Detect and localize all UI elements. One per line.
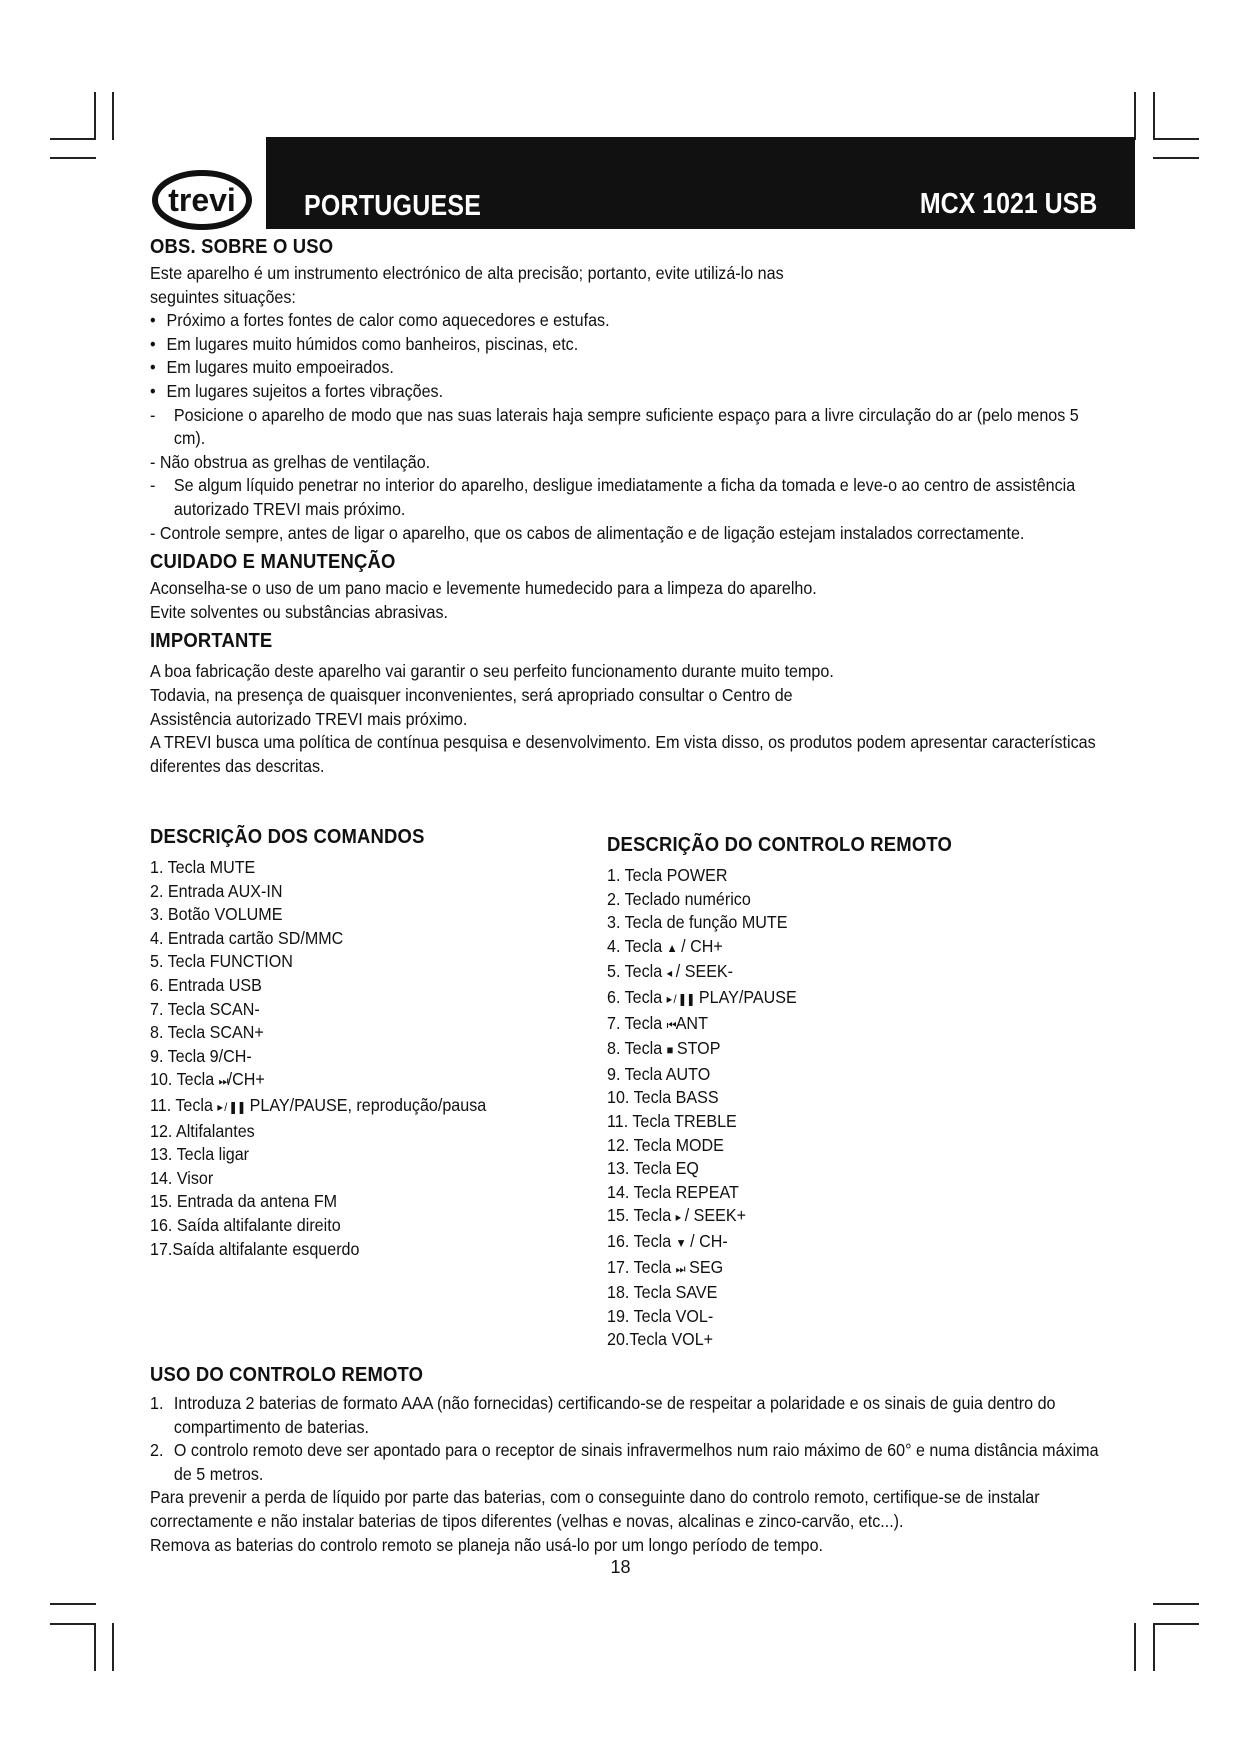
section-title-obs: OBS. SOBRE O USO — [150, 235, 334, 258]
list-item: 12. Altifalantes — [150, 1120, 255, 1141]
list-item: 4. Tecla ▲ / CH+ — [607, 935, 723, 956]
list-item: - Não obstrua as grelhas de ventilação. — [150, 451, 431, 472]
paragraph: Evite solventes ou substâncias abrasivas. — [150, 601, 449, 622]
crop-mark — [94, 1623, 96, 1671]
list-item: 19. Tecla VOL- — [607, 1305, 714, 1326]
list-item: 11. Tecla TREBLE — [607, 1110, 737, 1131]
crop-mark — [94, 92, 96, 140]
obs-intro: Este aparelho é um instrumento electrónico de alta precisão; portanto, evite utilizá-lo nas — [150, 263, 784, 283]
list-item: 2. Teclado numérico — [607, 888, 751, 909]
list-item: 13. Tecla ligar — [150, 1144, 250, 1165]
list-item: 6. Tecla ▸ / ❚❚ PLAY/PAUSE — [607, 986, 797, 1007]
list-item: 15. Entrada da antena FM — [150, 1191, 338, 1212]
list-item: 1. Tecla MUTE — [150, 857, 256, 877]
crop-mark — [112, 1623, 114, 1671]
logo-text: trevi — [168, 182, 236, 218]
list-item: 5. Tecla FUNCTION — [150, 951, 293, 972]
paragraph: A boa fabricação deste aparelho vai garantir o seu perfeito funcionamento durante muito tempo. — [150, 661, 834, 682]
list-item: 10. Tecla BASS — [607, 1087, 719, 1108]
list-item: - Controle sempre, antes de ligar o aparelho, que os cabos de alimentação e de ligação estejam instalados correctamente. — [150, 522, 1025, 543]
section-title-remote: DESCRIÇÃO DO CONTROLO REMOTO — [607, 833, 953, 856]
crop-mark — [1153, 1623, 1155, 1671]
list-item: 7. Tecla SCAN- — [150, 998, 260, 1019]
page-number: 18 — [610, 1557, 631, 1577]
list-item: 16. Tecla ▼ / CH- — [607, 1230, 728, 1251]
list-item: 3. Tecla de função MUTE — [607, 912, 788, 933]
list-item: 9. Tecla 9/CH- — [150, 1045, 252, 1066]
list-item: - Posicione o aparelho de modo que nas suas laterais haja sempre suficiente espaço para a livre circulação do ar (pelo menos 5 cm). — [150, 404, 1079, 449]
list-item: 7. Tecla ⏮ANT — [607, 1012, 708, 1033]
next-track-icon: ⏭ — [675, 1261, 685, 1276]
crop-mark — [50, 138, 96, 140]
list-item: 2. O controlo remoto deve ser apontado para o receptor de sinais infravermelhos num raio máximo de 60° e numa distância máxima de 5 metros. — [150, 1440, 1099, 1484]
paragraph: Aconselha-se o uso de um pano macio e levemente humedecido para a limpeza do aparelho. — [150, 578, 817, 599]
list-item: 3. Botão VOLUME — [150, 904, 283, 925]
list-item: 11. Tecla ▸ / ❚❚ PLAY/PAUSE, reprodução/pausa — [150, 1094, 487, 1115]
paragraph: Todavia, na presença de quaisquer inconvenientes, será apropriado consultar o Centro de — [150, 684, 793, 705]
crop-mark — [50, 157, 96, 159]
list-item: 8. Tecla SCAN+ — [150, 1022, 264, 1043]
crop-mark — [1134, 1623, 1136, 1671]
section-title-usage: USO DO CONTROLO REMOTO — [150, 1363, 424, 1386]
crop-mark — [50, 1603, 96, 1605]
crop-mark — [1153, 157, 1199, 159]
list-item: 20.Tecla VOL+ — [607, 1329, 714, 1350]
list-item: 1. Introduza 2 baterias de formato AAA (não fornecidas) certificando-se de respeitar a polaridade e os sinais de guia dentro do compartimento de baterias. — [150, 1393, 1056, 1437]
crop-mark — [112, 92, 114, 140]
crop-mark — [50, 1623, 96, 1625]
play-pause-icon: ▸ / ❚❚ — [217, 1099, 246, 1114]
list-item: • Próximo a fortes fontes de calor como aquecedores e estufas. — [150, 310, 610, 331]
commands-list — [150, 822, 570, 1261]
crop-mark — [1134, 92, 1136, 140]
paragraph: Para prevenir a perda de líquido por parte das baterias, com o conseguinte dano do controlo remoto, certifique-se de instalar correctamente e não instalar baterias de tipos diferentes (velhas e novas, alcalinas e zinco-carvão, etc...). — [150, 1487, 1040, 1531]
crop-mark — [1153, 1623, 1199, 1625]
list-item: 2. Entrada AUX-IN — [150, 880, 283, 901]
obs-intro: seguintes situações: — [150, 286, 296, 307]
list-item: 12. Tecla MODE — [607, 1134, 724, 1155]
section-title-commands: DESCRIÇÃO DOS COMANDOS — [150, 825, 425, 848]
right-arrow-icon: ▸ — [675, 1210, 681, 1225]
remote-list — [607, 830, 1047, 1352]
remote-usage-section — [150, 1360, 1100, 1557]
list-item: 6. Entrada USB — [150, 974, 262, 995]
list-item: 9. Tecla AUTO — [607, 1063, 711, 1084]
list-item: 8. Tecla ■ STOP — [607, 1038, 721, 1059]
section-title-care: CUIDADO E MANUTENÇÃO — [150, 550, 396, 574]
list-item: 18. Tecla SAVE — [607, 1282, 718, 1303]
list-item: 16. Saída altifalante direito — [150, 1214, 341, 1235]
up-arrow-icon: ▲ — [666, 940, 677, 955]
left-arrow-icon: ◂ — [666, 966, 672, 981]
list-item: 13. Tecla EQ — [607, 1158, 699, 1179]
list-item: 17.Saída altifalante esquerdo — [150, 1238, 360, 1259]
trevi-logo — [152, 170, 252, 230]
list-item: 10. Tecla ⏭/CH+ — [150, 1069, 265, 1090]
list-item: - Se algum líquido penetrar no interior do aparelho, desligue imediatamente a ficha da tomada e leve-o ao centro de assistência autorizado TREVI mais próximo. — [150, 475, 1076, 519]
language-label: PORTUGUESE — [304, 190, 482, 222]
list-item: 14. Tecla REPEAT — [607, 1181, 739, 1202]
list-item: 4. Entrada cartão SD/MMC — [150, 927, 344, 948]
list-item: • Em lugares sujeitos a fortes vibrações. — [150, 380, 444, 401]
list-item: 15. Tecla ▸ / SEEK+ — [607, 1205, 747, 1226]
crop-mark — [1153, 92, 1155, 140]
stop-icon: ■ — [666, 1043, 673, 1058]
list-item: • Em lugares muito empoeirados. — [150, 357, 394, 378]
model-label: MCX 1021 USB — [919, 188, 1097, 220]
crop-mark — [1153, 138, 1199, 140]
list-item: • Em lugares muito húmidos como banheiros, piscinas, etc. — [150, 333, 579, 354]
paragraph: Assistência autorizado TREVI mais próximo. — [150, 708, 468, 729]
main-content — [150, 232, 1100, 778]
down-arrow-icon: ▼ — [675, 1235, 686, 1250]
list-item: 1. Tecla POWER — [607, 865, 728, 885]
play-pause-icon: ▸ / ❚❚ — [666, 991, 695, 1006]
crop-mark — [1153, 1603, 1199, 1605]
header-bar — [266, 137, 1135, 229]
list-item: 17. Tecla ⏭ SEG — [607, 1256, 724, 1277]
list-item: 14. Visor — [150, 1167, 214, 1188]
next-track-icon: ⏭ — [218, 1074, 228, 1089]
section-title-important: IMPORTANTE — [150, 629, 273, 653]
paragraph: Remova as baterias do controlo remoto se planeja não usá-lo por um longo período de tempo. — [150, 1534, 824, 1555]
previous-track-icon: ⏮ — [666, 1017, 676, 1032]
paragraph: A TREVI busca uma política de contínua pesquisa e desenvolvimento. Em vista disso, os produtos podem apresentar características diferentes das descritas. — [150, 732, 1096, 776]
list-item: 5. Tecla ◂ / SEEK- — [607, 961, 734, 982]
commands-columns — [150, 822, 1130, 1350]
